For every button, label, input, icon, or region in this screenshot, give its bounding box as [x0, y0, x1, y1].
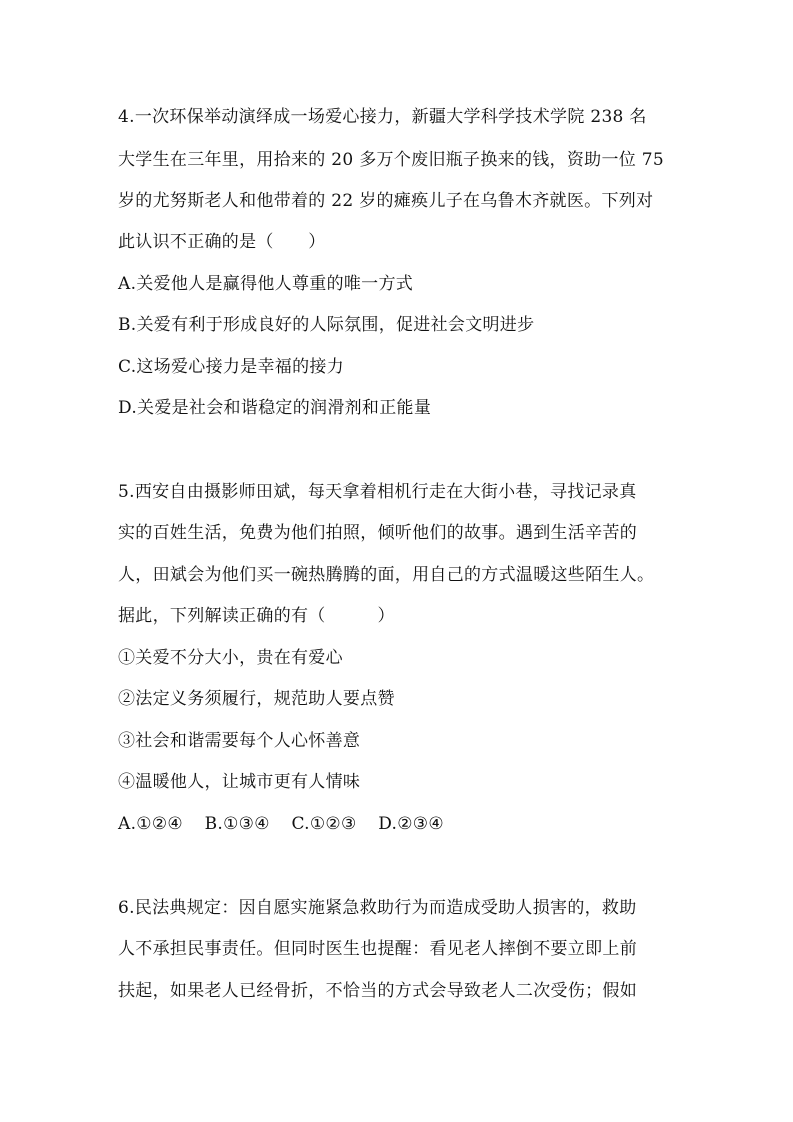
question-5-statement-3: ③社会和谐需要每个人心怀善意 — [118, 731, 361, 751]
question-4-option-a: A.关爱他人是赢得他人尊重的唯一方式 — [118, 274, 414, 294]
question-5-choice-b: B.①③④ — [204, 814, 270, 834]
question-5-stem-line-3: 人，田斌会为他们买一碗热腾腾的面，用自己的方式温暖这些陌生人。 — [118, 565, 655, 585]
question-4-stem-line-1: 4.一次环保举动演绎成一场爱心接力，新疆大学科学技术学院 238 名 — [118, 107, 647, 127]
question-4-option-c: C.这场爱心接力是幸福的接力 — [118, 357, 345, 377]
question-4-stem-line-2: 大学生在三年里，用拾来的 20 多万个废旧瓶子换来的钱，资助一位 75 — [118, 150, 664, 170]
question-6-stem-line-1: 6.民法典规定：因自愿实施紧急救助行为而造成受助人损害的，救助 — [118, 898, 637, 918]
question-5-stem-line-2: 实的百姓生活，免费为他们拍照，倾听他们的故事。遇到生活辛苦的 — [118, 523, 637, 543]
question-5-choices — [118, 812, 718, 836]
question-5-stem-line-4: 据此，下列解读正确的有（ ） — [118, 606, 395, 626]
question-6-stem-line-2: 人不承担民事责任。但同时医生也提醒：看见老人摔倒不要立即上前 — [118, 939, 637, 959]
question-4-option-b: B.关爱有利于形成良好的人际氛围，促进社会文明进步 — [118, 315, 535, 335]
question-4-stem-line-3: 岁的尤努斯老人和他带着的 22 岁的瘫痪儿子在乌鲁木齐就医。下列对 — [118, 191, 654, 211]
question-4-stem-line-4: 此认识不正确的是（ ） — [118, 232, 326, 252]
question-5-choice-c: C.①②③ — [291, 814, 357, 834]
question-5-choice-d: D.②③④ — [378, 814, 444, 834]
question-6-stem-line-3: 扶起，如果老人已经骨折，不恰当的方式会导致老人二次受伤；假如 — [118, 981, 637, 1001]
question-5-statement-1: ①关爱不分大小，贵在有爱心 — [118, 648, 343, 668]
question-4-option-d: D.关爱是社会和谐稳定的润滑剂和正能量 — [118, 398, 432, 418]
question-5-statement-4: ④温暖他人，让城市更有人情味 — [118, 772, 361, 792]
question-5-choice-a: A.①②④ — [118, 814, 183, 834]
question-5-stem-line-1: 5.西安自由摄影师田斌，每天拿着相机行走在大街小巷，寻找记录真 — [118, 482, 637, 502]
question-5-statement-2: ②法定义务须履行，规范助人要点赞 — [118, 689, 395, 709]
